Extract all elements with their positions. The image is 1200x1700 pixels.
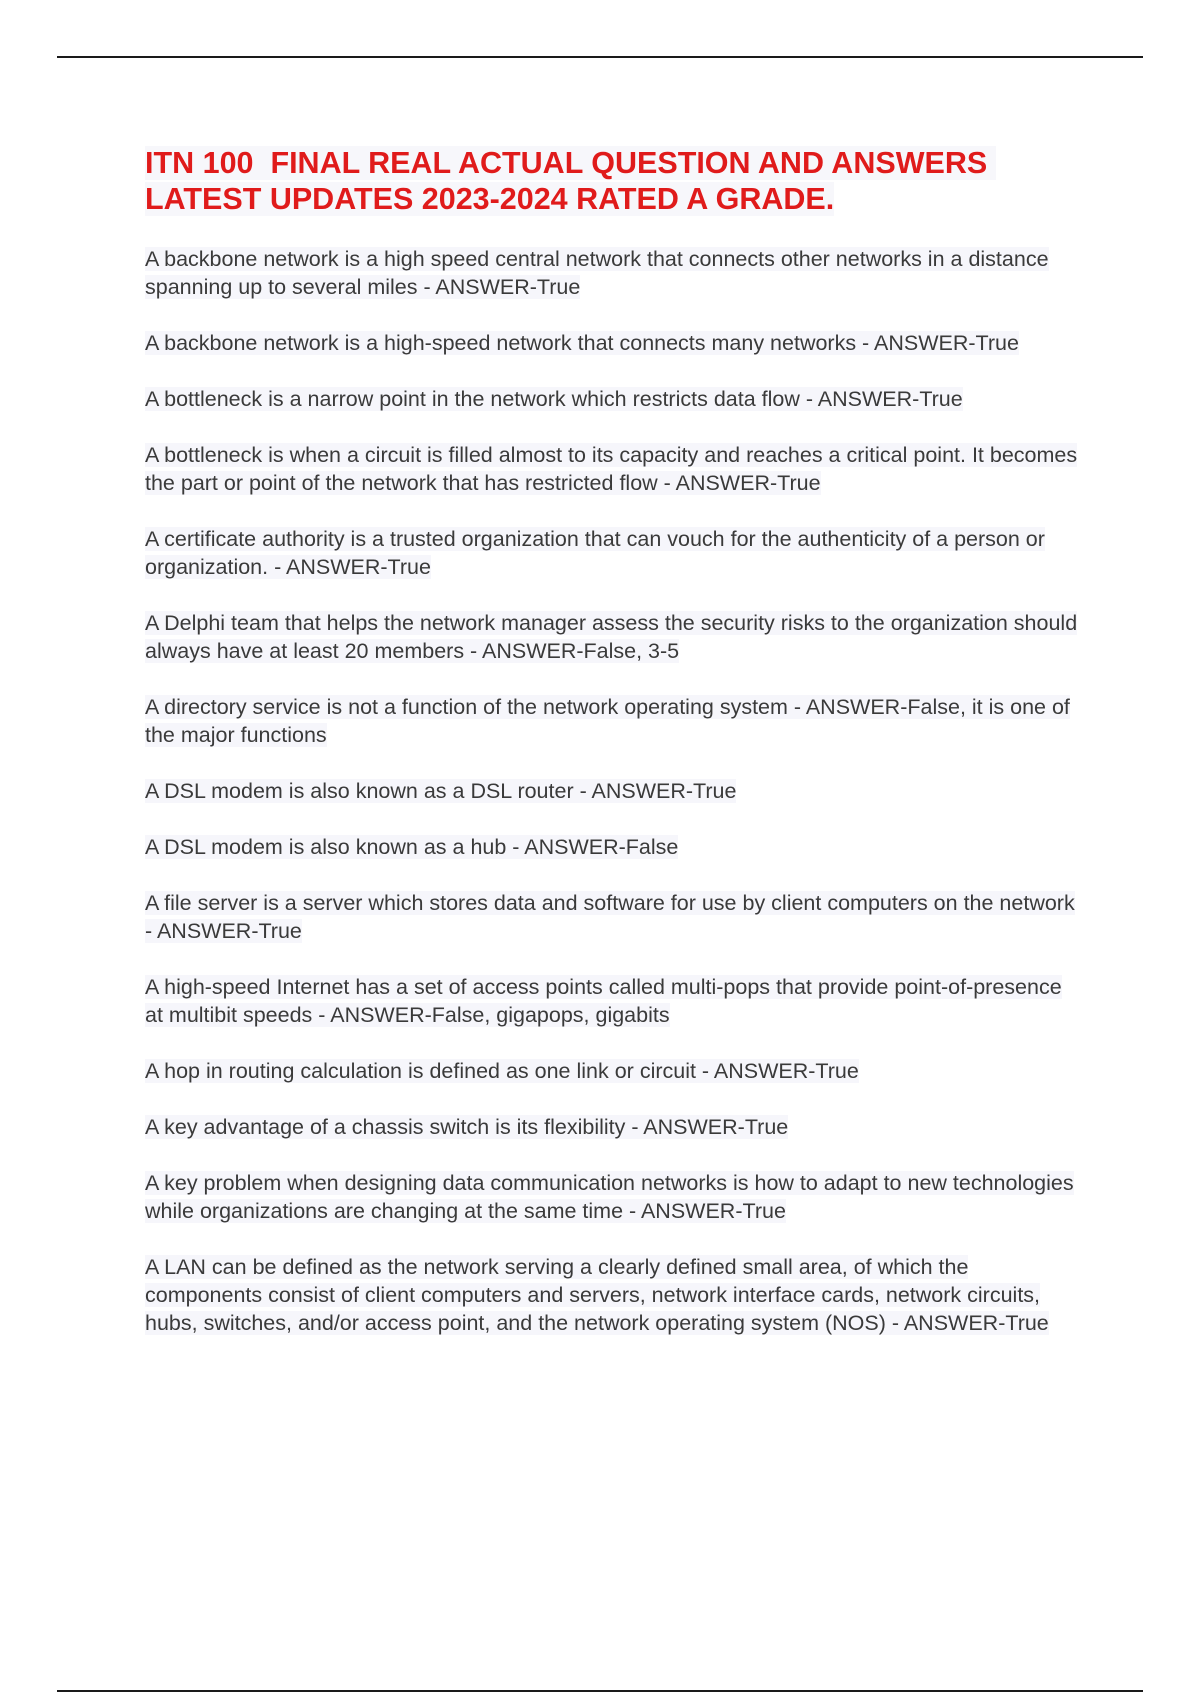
qa-text: A LAN can be defined as the network serving a clearly defined small area, of which the components consist of client computers and servers, network interface cards, network circuits, hubs, switches, and/or access point, and the network operating system (NOS) - ANSWER-True — [145, 1255, 1049, 1335]
qa-text: A bottleneck is when a circuit is filled almost to its capacity and reaches a critical point. It becomes the part or point of the network that has restricted flow - ANSWER-True — [145, 443, 1078, 495]
title-block — [145, 145, 1085, 217]
qa-item — [145, 1169, 1085, 1225]
qa-item — [145, 1057, 1085, 1085]
qa-text: A DSL modem is also known as a DSL router - ANSWER-True — [145, 779, 737, 803]
qa-item — [145, 693, 1085, 749]
page-content — [145, 145, 1085, 1365]
qa-item — [145, 777, 1085, 805]
qa-text: A key advantage of a chassis switch is its flexibility - ANSWER-True — [145, 1115, 789, 1139]
qa-list — [145, 245, 1085, 1337]
qa-text: A certificate authority is a trusted organization that can vouch for the authenticity of a person or organization. - ANSWER-True — [145, 527, 1045, 579]
qa-item — [145, 441, 1085, 497]
qa-item — [145, 1253, 1085, 1337]
qa-text: A backbone network is a high-speed network that connects many networks - ANSWER-True — [145, 331, 1019, 355]
qa-text: A Delphi team that helps the network manager assess the security risks to the organization should always have at least 20 members - ANSWER-False, 3-5 — [145, 611, 1078, 663]
qa-item — [145, 525, 1085, 581]
qa-text: A key problem when designing data communication networks is how to adapt to new technologies while organizations are changing at the same time - ANSWER-True — [145, 1171, 1074, 1223]
qa-item — [145, 329, 1085, 357]
qa-text: A bottleneck is a narrow point in the network which restricts data flow - ANSWER-True — [145, 387, 963, 411]
qa-text: A DSL modem is also known as a hub - ANSWER-False — [145, 835, 679, 859]
qa-text: A backbone network is a high speed central network that connects other networks in a distance spanning up to several miles - ANSWER-True — [145, 247, 1049, 299]
qa-item — [145, 609, 1085, 665]
qa-item — [145, 889, 1085, 945]
document-title: ITN 100 FINAL REAL ACTUAL QUESTION AND ANSWERS LATEST UPDATES 2023-2024 RATED A GRADE. — [145, 146, 996, 216]
qa-item — [145, 833, 1085, 861]
qa-text: A hop in routing calculation is defined as one link or circuit - ANSWER-True — [145, 1059, 859, 1083]
bottom-rule — [57, 1690, 1143, 1692]
qa-text: A directory service is not a function of the network operating system - ANSWER-False, it is one of the major functions — [145, 695, 1070, 747]
top-rule — [57, 56, 1143, 58]
qa-item — [145, 245, 1085, 301]
qa-item — [145, 973, 1085, 1029]
qa-text: A file server is a server which stores data and software for use by client computers on the network - ANSWER-True — [145, 891, 1075, 943]
qa-item — [145, 1113, 1085, 1141]
qa-text: A high-speed Internet has a set of access points called multi-pops that provide point-of-presence at multibit speeds - ANSWER-False, gigapops, gigabits — [145, 975, 1062, 1027]
qa-item — [145, 385, 1085, 413]
